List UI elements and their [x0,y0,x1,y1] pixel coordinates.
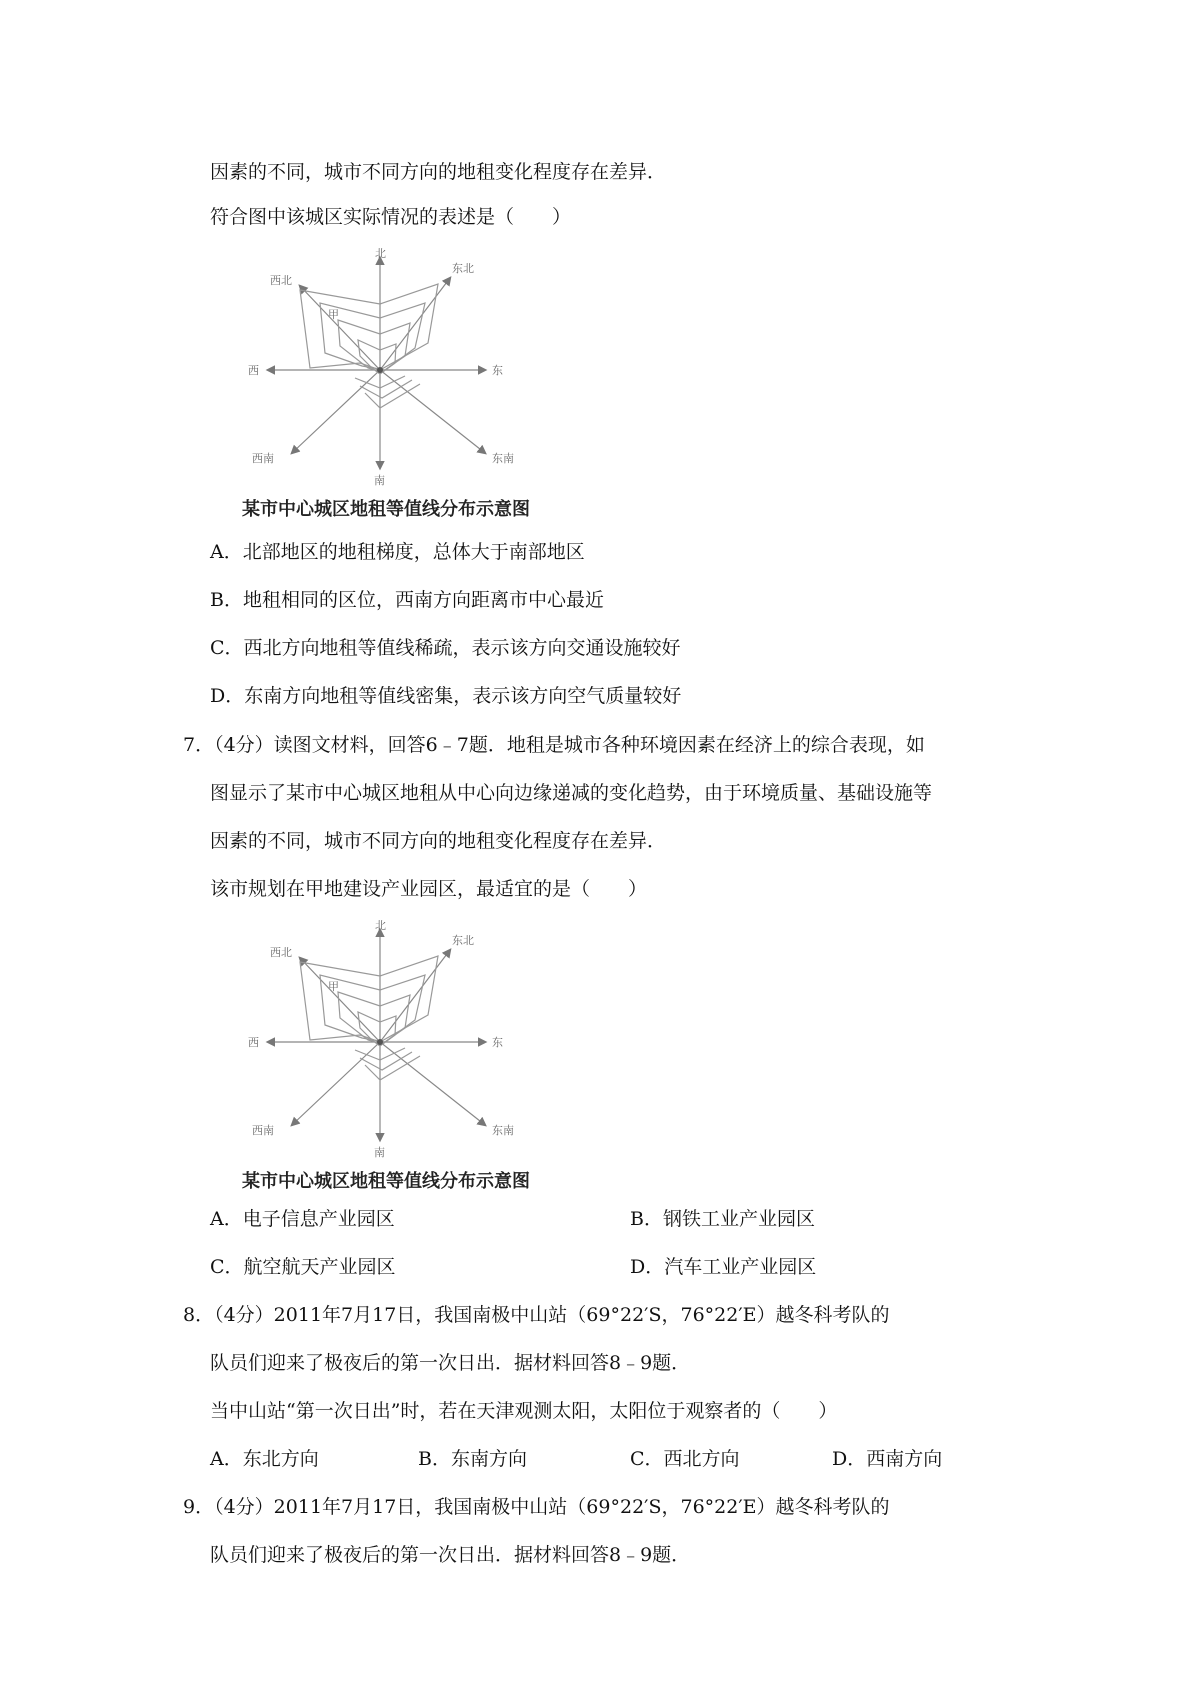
q7-option-c[interactable] [210,1253,396,1281]
q6-stem-continued: 因素的不同，城市不同方向的地租变化程度存在差异． [210,161,667,183]
dir-label-northwest: 西北 [270,946,292,959]
city-center-dot [377,367,383,373]
q9-stem-line-2: 队员们迎来了极夜后的第一次日出．据材料回答8﹣9题． [210,1544,691,1566]
figure-caption: 某市中心城区地租等值线分布示意图 [242,1171,530,1192]
option-text: 东北方向 [242,1448,319,1470]
q6-option-d[interactable] [210,682,681,710]
q8-option-d[interactable] [832,1445,942,1473]
q6-figure [210,248,580,528]
dir-label-north: 北 [375,248,386,260]
option-letter: D． [210,685,245,707]
q7-option-d[interactable] [630,1253,816,1281]
option-text: 地租相同的区位，西南方向距离市中心最近 [242,589,604,611]
option-text: 钢铁工业产业园区 [662,1208,815,1230]
figure-caption: 某市中心城区地租等值线分布示意图 [242,499,530,520]
question-number: 8． [183,1304,215,1326]
option-letter: C． [630,1448,664,1470]
q8-option-c[interactable] [630,1445,740,1473]
point-label-jia: 甲 [328,308,339,321]
option-text: 航空航天产业园区 [243,1256,396,1278]
contour-south-3 [365,1056,420,1080]
q8-question: 当中山站“第一次日出”时，若在天津观测太阳，太阳位于观察者的（ ） [210,1400,838,1422]
dir-label-north: 北 [375,920,386,932]
rent-contour-diagram [210,920,580,1170]
option-text: 汽车工业产业园区 [664,1256,817,1278]
dir-label-east: 东 [492,364,503,377]
option-text: 东南方向地租等值线密集，表示该方向空气质量较好 [244,685,682,707]
dir-label-southwest: 西南 [252,1124,274,1137]
contour-outer [300,284,438,370]
dir-label-west: 西 [248,1036,259,1049]
contour-south-3 [365,384,420,408]
dir-label-south: 南 [374,474,385,487]
q7-option-b[interactable] [630,1205,815,1233]
q8-stem-line-2: 队员们迎来了极夜后的第一次日出．据材料回答8﹣9题． [210,1352,691,1374]
option-letter: A． [210,1448,243,1470]
dir-label-northeast: 东北 [452,934,474,947]
dir-label-south: 南 [374,1146,385,1159]
q9-stem-line-1 [183,1493,890,1521]
option-letter: D． [630,1256,665,1278]
q8-option-a[interactable] [210,1445,319,1473]
option-text: 西北方向地租等值线稀疏，表示该方向交通设施较好 [243,637,681,659]
axis-southeast [380,1042,485,1125]
option-letter: B． [418,1448,451,1470]
option-text: 西北方向 [663,1448,740,1470]
option-text: 电子信息产业园区 [242,1208,395,1230]
q8-option-b[interactable] [418,1445,527,1473]
q8-stem-line-1 [183,1301,890,1329]
option-letter: C． [210,637,244,659]
axis-northwest [300,286,380,370]
contour-outer [300,956,438,1042]
option-letter: B． [210,589,243,611]
dir-label-northeast: 东北 [452,262,474,275]
option-text: 东南方向 [450,1448,527,1470]
question-number: 7． [183,734,215,756]
point-label-jia: 甲 [328,980,339,993]
rent-contour-diagram [210,248,580,498]
q6-option-c[interactable] [210,634,681,662]
option-letter: A． [210,541,243,563]
q7-question: 该市规划在甲地建设产业园区，最适宜的是（ ） [210,878,648,900]
q6-question: 符合图中该城区实际情况的表述是（ ） [210,206,572,228]
stem-text: （4分）2011年7月17日，我国南极中山站（69°22′S，76°22′E）越冬科考队的 [214,1304,890,1326]
option-text: 西南方向 [866,1448,943,1470]
stem-text: （4分）读图文材料，回答6﹣7题．地租是城市各种环境因素在经济上的综合表现，如 [214,734,925,756]
option-letter: A． [210,1208,243,1230]
q7-stem-line-3: 因素的不同，城市不同方向的地租变化程度存在差异． [210,830,667,852]
q7-figure [210,920,580,1200]
dir-label-southeast: 东南 [492,1124,514,1137]
question-number: 9． [183,1496,215,1518]
q6-option-a[interactable] [210,538,585,566]
q6-option-b[interactable] [210,586,604,614]
option-letter: D． [832,1448,867,1470]
stem-text: （4分）2011年7月17日，我国南极中山站（69°22′S，76°22′E）越冬科考队的 [214,1496,890,1518]
q7-stem-line-1 [183,731,925,759]
option-letter: B． [630,1208,663,1230]
option-letter: C． [210,1256,244,1278]
q7-option-a[interactable] [210,1205,395,1233]
axis-northwest [300,958,380,1042]
dir-label-southeast: 东南 [492,452,514,465]
city-center-dot [377,1039,383,1045]
dir-label-northwest: 西北 [270,274,292,287]
dir-label-east: 东 [492,1036,503,1049]
axis-southeast [380,370,485,453]
q7-stem-line-2: 图显示了某市中心城区地租从中心向边缘递减的变化趋势，由于环境质量、基础设施等 [210,782,933,804]
option-text: 北部地区的地租梯度，总体大于南部地区 [242,541,585,563]
dir-label-southwest: 西南 [252,452,274,465]
dir-label-west: 西 [248,364,259,377]
